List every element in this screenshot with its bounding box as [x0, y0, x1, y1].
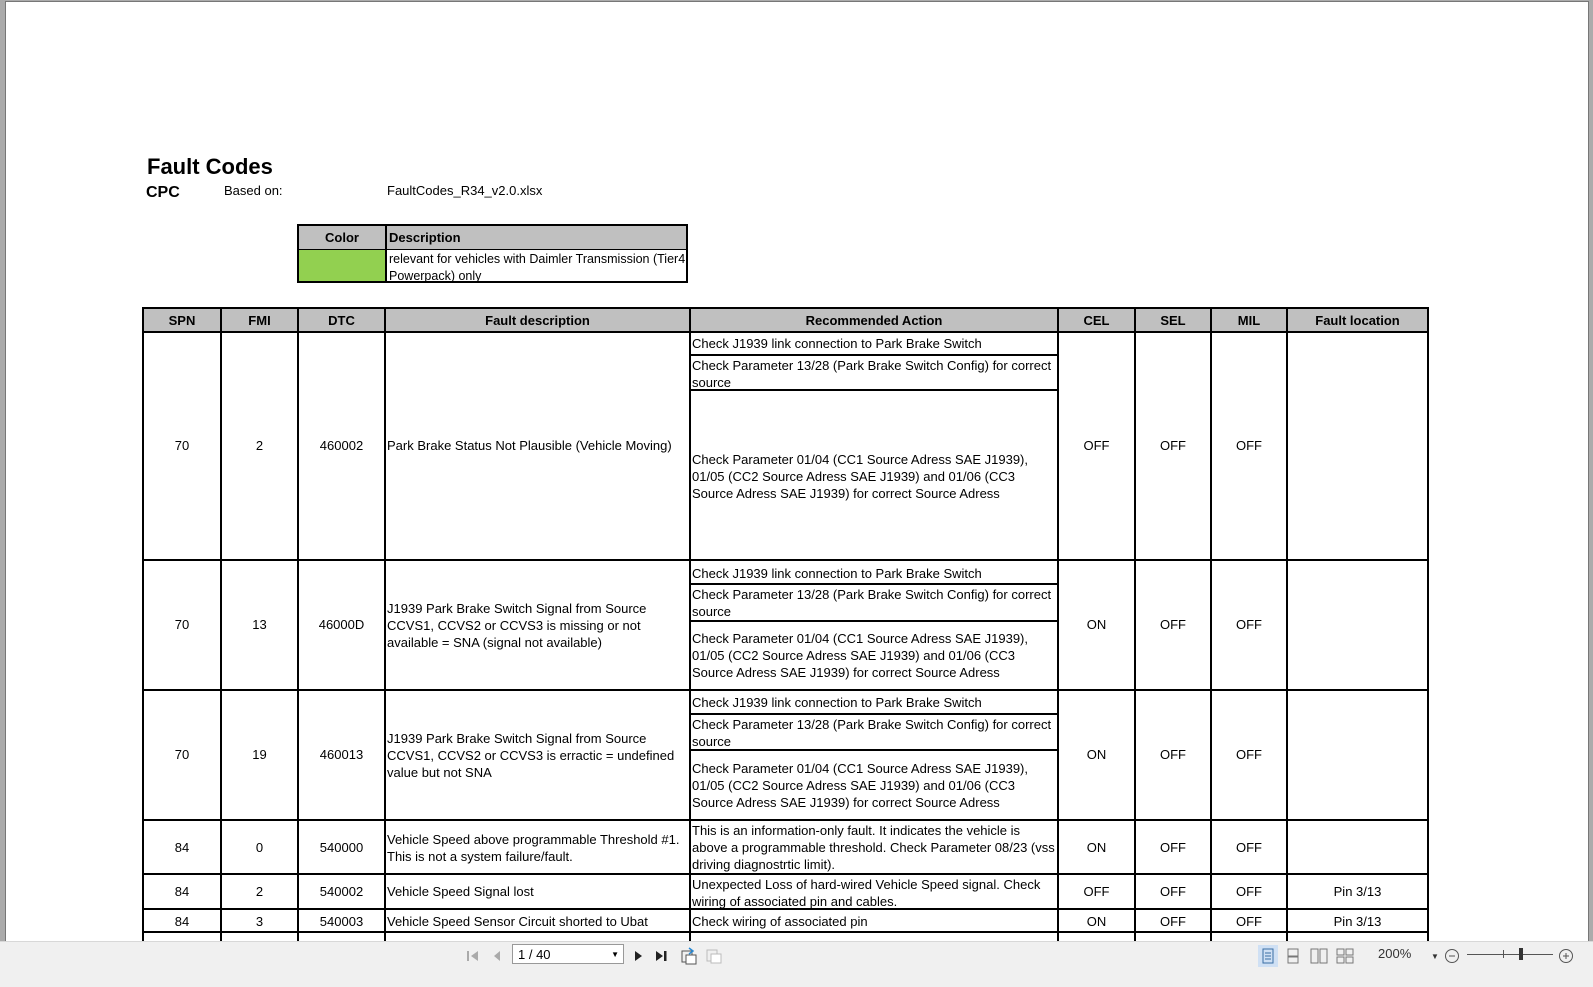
- cell-dtc: 460013: [319, 747, 364, 762]
- legend-header-description: Description: [389, 230, 461, 245]
- legend-color-swatch: [299, 250, 385, 281]
- cell-action: Check J1939 link connection to Park Brake Switch: [692, 695, 982, 710]
- cell-mil: OFF: [1236, 747, 1262, 762]
- cell-dtc: 46000D: [318, 617, 365, 632]
- cell-sel: OFF: [1160, 438, 1186, 453]
- cell-cel: OFF: [1083, 438, 1110, 453]
- two-page-view-icon[interactable]: [1308, 945, 1330, 967]
- cell-sel: OFF: [1160, 840, 1186, 855]
- cell-action: Check Parameter 13/28 (Park Brake Switch Config) for correct source: [692, 717, 1052, 749]
- cell-spn: 70: [174, 747, 190, 762]
- fit-width-icon[interactable]: [703, 945, 725, 967]
- cell-fault-location: Pin 3/13: [1333, 884, 1382, 899]
- cell-dtc: 540002: [319, 884, 364, 899]
- cell-action: Unexpected Loss of hard-wired Vehicle Speed signal. Check wiring of associated pin and cables.: [692, 877, 1041, 909]
- header-recommended-action: Recommended Action: [805, 313, 943, 328]
- header-cel: CEL: [1083, 313, 1110, 328]
- header-spn: SPN: [168, 313, 196, 328]
- continuous-view-icon[interactable]: [1283, 945, 1303, 967]
- fit-page-icon[interactable]: [678, 945, 700, 967]
- cell-action: Check wiring of associated pin: [692, 914, 868, 929]
- header-sel: SEL: [1160, 313, 1186, 328]
- cell-spn: 84: [174, 914, 190, 929]
- last-page-icon[interactable]: [651, 945, 673, 967]
- header-fmi: FMI: [248, 313, 271, 328]
- legend-table: [297, 224, 688, 283]
- legend-header-color: Color: [325, 230, 359, 245]
- header-fault-location: Fault location: [1315, 313, 1400, 328]
- cell-action: Check Parameter 01/04 (CC1 Source Adress SAE J1939), 01/05 (CC2 Source Adress SAE J1939) and 01/06 (CC3 Source Adress SAE J1939) for correct Source Adress: [692, 631, 1028, 680]
- cell-fmi: 0: [255, 840, 264, 855]
- cell-action: Check J1939 link connection to Park Brake Switch: [692, 336, 982, 351]
- page-indicator: 1 / 40: [518, 947, 551, 962]
- cell-fmi: 3: [255, 914, 264, 929]
- previous-page-icon[interactable]: [487, 945, 507, 967]
- cell-mil: OFF: [1236, 438, 1262, 453]
- cell-fault-description: Park Brake Status Not Plausible (Vehicle Moving): [387, 438, 672, 453]
- cell-fmi: 13: [252, 617, 267, 632]
- cell-spn: 84: [174, 840, 190, 855]
- cell-mil: OFF: [1236, 914, 1262, 929]
- zoom-slider-tick: [1503, 950, 1504, 958]
- cell-action: This is an information-only fault. It indicates the vehicle is above a programmable threshold. Check Parameter 08/23 (vss driving diagnostrtic limit).: [692, 823, 1055, 872]
- cell-dtc: 460002: [319, 438, 364, 453]
- page-subtitle: CPC: [146, 184, 180, 201]
- cell-fmi: 19: [252, 747, 267, 762]
- document-page: [5, 1, 1589, 942]
- two-page-continuous-icon[interactable]: [1334, 945, 1356, 967]
- cell-mil: OFF: [1236, 617, 1262, 632]
- zoom-slider[interactable]: [1467, 954, 1553, 955]
- zoom-out-icon[interactable]: [1442, 945, 1462, 967]
- cell-fmi: 2: [255, 884, 264, 899]
- cell-cel: ON: [1086, 747, 1107, 762]
- cell-fault-description: J1939 Park Brake Switch Signal from Source CCVS1, CCVS2 or CCVS3 is missing or not available = SNA (signal not available): [387, 601, 647, 650]
- cell-cel: OFF: [1083, 884, 1110, 899]
- cell-spn: 70: [174, 438, 190, 453]
- cell-spn: 70: [174, 617, 190, 632]
- based-on-file: FaultCodes_R34_v2.0.xlsx: [387, 183, 543, 198]
- cell-dtc: 540000: [319, 840, 364, 855]
- based-on-label: Based on:: [224, 183, 283, 198]
- cell-action: Check Parameter 13/28 (Park Brake Switch Config) for correct source: [692, 358, 1052, 390]
- page-title: Fault Codes: [147, 154, 273, 179]
- zoom-dropdown-icon[interactable]: ▼: [1431, 951, 1439, 961]
- zoom-slider-thumb[interactable]: [1519, 948, 1523, 960]
- cell-fault-description: Vehicle Speed Signal lost: [387, 884, 534, 899]
- cell-fault-description: J1939 Park Brake Switch Signal from Source CCVS1, CCVS2 or CCVS3 is erractic = undefined value but not SNA: [387, 731, 675, 780]
- header-mil: MIL: [1237, 313, 1261, 328]
- page-dropdown-icon[interactable]: ▼: [611, 950, 619, 959]
- cell-sel: OFF: [1160, 884, 1186, 899]
- cell-cel: ON: [1086, 617, 1107, 632]
- cell-fault-location: Pin 3/13: [1333, 914, 1382, 929]
- zoom-in-icon[interactable]: [1556, 945, 1576, 967]
- cell-action: Check Parameter 13/28 (Park Brake Switch Config) for correct source: [692, 587, 1052, 619]
- cell-sel: OFF: [1160, 617, 1186, 632]
- next-page-icon[interactable]: [628, 945, 648, 967]
- single-page-view-icon[interactable]: [1258, 945, 1278, 967]
- first-page-icon[interactable]: [463, 945, 483, 967]
- cell-dtc: 540003: [319, 914, 364, 929]
- cell-action: Check J1939 link connection to Park Brake Switch: [692, 566, 982, 581]
- cell-fmi: 2: [255, 438, 264, 453]
- cell-cel: ON: [1086, 914, 1107, 929]
- cell-cel: ON: [1086, 840, 1107, 855]
- header-dtc: DTC: [328, 313, 355, 328]
- cell-spn: 84: [174, 884, 190, 899]
- legend-description: relevant for vehicles with Daimler Transmission (Tier4 Powerpack) only: [389, 252, 686, 283]
- cell-mil: OFF: [1236, 840, 1262, 855]
- cell-fault-description: Vehicle Speed Sensor Circuit shorted to Ubat: [387, 914, 648, 929]
- zoom-level[interactable]: 200%: [1378, 946, 1412, 961]
- header-fault-description: Fault description: [485, 313, 590, 328]
- cell-fault-description: Vehicle Speed above programmable Threshold #1. This is not a system failure/fault.: [387, 832, 680, 864]
- page-number-input[interactable]: [512, 944, 624, 964]
- cell-action: Check Parameter 01/04 (CC1 Source Adress SAE J1939), 01/05 (CC2 Source Adress SAE J1939) and 01/06 (CC3 Source Adress SAE J1939) for correct Source Adress: [692, 452, 1028, 501]
- cell-sel: OFF: [1160, 914, 1186, 929]
- cell-action: Check Parameter 01/04 (CC1 Source Adress SAE J1939), 01/05 (CC2 Source Adress SAE J1939) and 01/06 (CC3 Source Adress SAE J1939) for correct Source Adress: [692, 761, 1028, 810]
- cell-mil: OFF: [1236, 884, 1262, 899]
- cell-sel: OFF: [1160, 747, 1186, 762]
